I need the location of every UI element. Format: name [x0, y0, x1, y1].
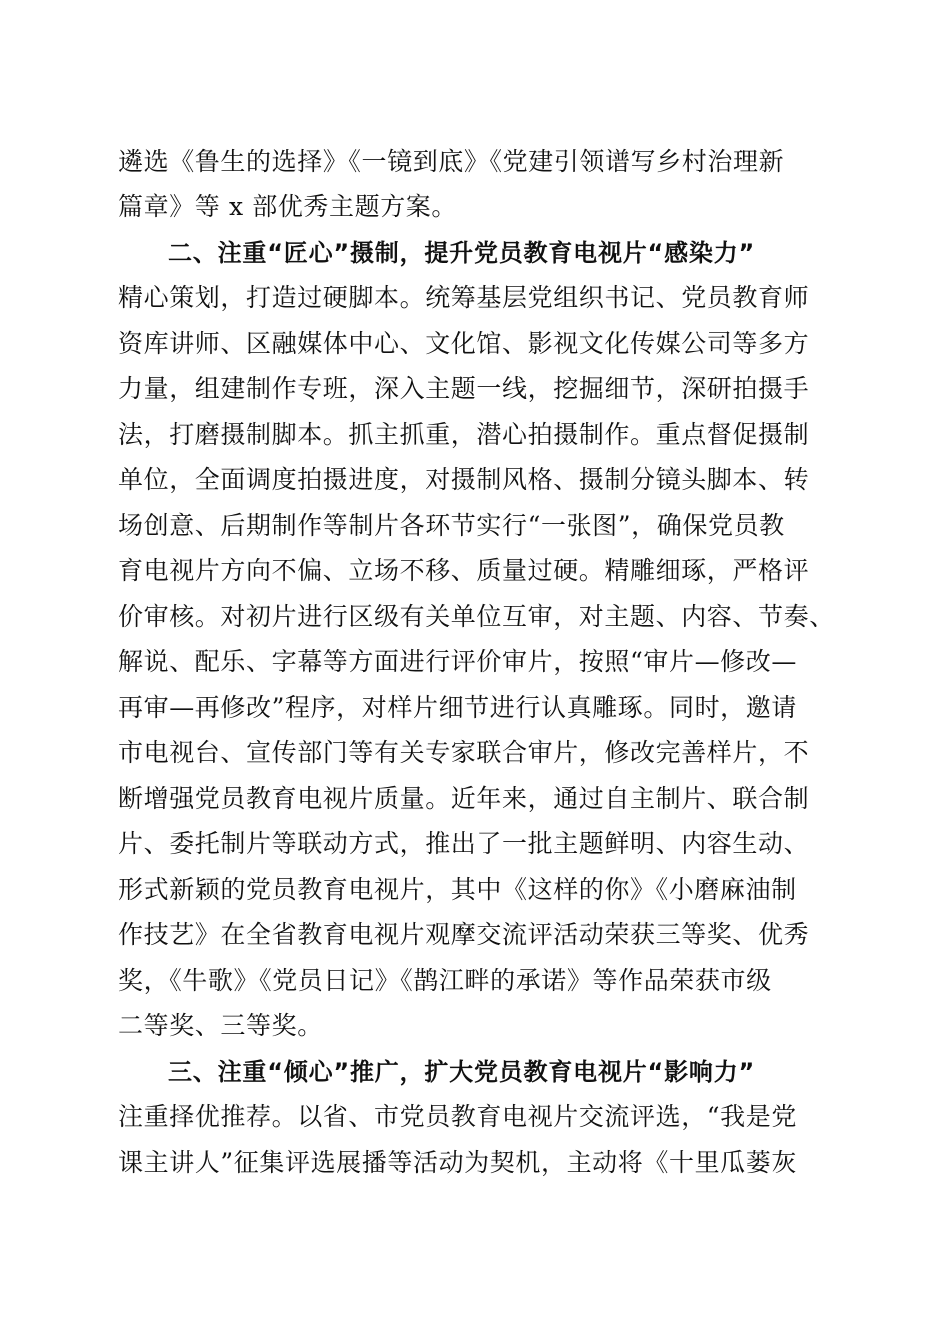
text-line: 法，打磨摄制脚本。抓主抓重，潜心拍摄制作。重点督促摄制	[118, 420, 810, 449]
section-heading-3: 三、注重“倾心”推广，扩大党员教育电视片“影响力”	[168, 1058, 756, 1086]
text-line: 二等奖、三等奖。	[118, 1011, 323, 1040]
text-line: 形式新颖的党员教育电视片，其中《这样的你》《小磨麻油制	[118, 875, 797, 904]
text-line: 市电视台、宣传部门等有关专家联合审片，修改完善样片，不	[118, 738, 810, 767]
text-line: 单位，全面调度拍摄进度，对摄制风格、摄制分镜头脚本、转	[118, 465, 810, 494]
text-line: 片、委托制片等联动方式，推出了一批主题鲜明、内容生动、	[118, 829, 810, 858]
text-line: 育电视片方向不偏、立场不移、质量过硬。精雕细琢，严格评	[118, 556, 810, 585]
text-line: 作技艺》在全省教育电视片观摩交流评活动荣获三等奖、优秀	[118, 920, 810, 949]
text-line: 解说、配乐、字幕等方面进行评价审片，按照“审片—修改—	[118, 647, 797, 676]
text-line: 资库讲师、区融媒体中心、文化馆、影视文化传媒公司等多方	[118, 329, 810, 358]
text-line: 篇章》等 x 部优秀主题方案。	[118, 192, 457, 221]
text-line: 奖，《牛歌》《党员日记》《鹊江畔的承诺》等作品荣获市级	[118, 966, 772, 995]
text-line: 课主讲人”征集评选展播等活动为契机，主动将《十里瓜蒌灰	[118, 1148, 797, 1177]
text-line: 再审—再修改”程序，对样片细节进行认真雕琢。同时，邀请	[118, 693, 797, 722]
text-line: 注重择优推荐。以省、市党员教育电视片交流评选，“我是党	[118, 1102, 797, 1131]
text-line: 价审核。对初片进行区级有关单位互审，对主题、内容、节奏、	[118, 602, 835, 631]
text-line: 断增强党员教育电视片质量。近年来，通过自主制片、联合制	[118, 784, 810, 813]
text-line: 力量，组建制作专班，深入主题一线，挖掘细节，深研拍摄手	[118, 374, 810, 403]
text-line: 遴选《鲁生的选择》《一镜到底》《党建引领谱写乡村治理新	[118, 147, 785, 176]
section-heading-2: 二、注重“匠心”摄制，提升党员教育电视片“感染力”	[168, 239, 756, 267]
text-line: 场创意、后期制作等制片各环节实行“一张图”，确保党员教	[118, 511, 785, 540]
text-line: 精心策划，打造过硬脚本。统筹基层党组织书记、党员教育师	[118, 283, 810, 312]
